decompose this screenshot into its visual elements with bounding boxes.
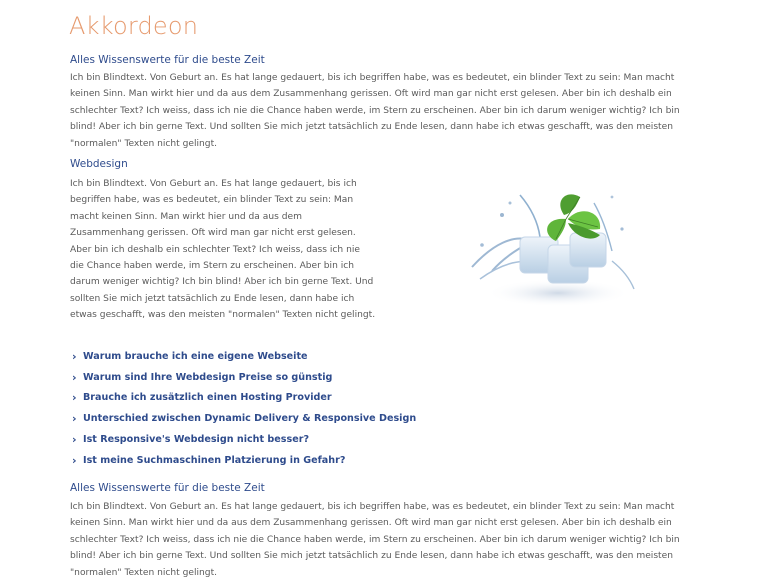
accordion-item-label[interactable]: Unterschied zwischen Dynamic Delivery & Responsive Design (83, 413, 417, 425)
mint-ice-splash-image (462, 175, 638, 315)
mint-ice-illustration (462, 175, 638, 315)
section-text-webdesign: Ich bin Blindtext. Von Geburt an. Es hat lange gedauert, bis ich begriffen habe, was es bedeutet, ein blinder Text zu sein: Man macht keinen Sinn. Man wirkt hier und da aus dem Zusammenhang gerissen. Oft wird man gar nicht erst gelesen. Aber bin ich deshalb ein schlechter Text? Ich weiss, dass ich nie die Chance haben werde, im Stern zu erscheinen. Aber bin ich darum weniger wichtig? Ich bin blind! Aber ich bin gerne Text. Und sollten Sie mich jetzt tatsächlich zu Ende lesen, dann habe ich etwas geschafft, was den meisten "normalen" Texten nicht gelingt. (70, 179, 376, 321)
accordion-list (72, 346, 416, 471)
section-heading-footer: Alles Wissenswerte für die beste Zeit (70, 482, 265, 494)
accordion-item[interactable] (72, 346, 416, 367)
chevron-right-icon: › (72, 370, 77, 384)
chevron-right-icon: › (72, 453, 77, 467)
chevron-right-icon: › (72, 349, 77, 363)
accordion-item[interactable] (72, 429, 416, 450)
page-title: Akkordeon (69, 12, 199, 40)
section-text-intro: Ich bin Blindtext. Von Geburt an. Es hat lange gedauert, bis ich begriffen habe, was es bedeutet, ein blinder Text zu sein: Man macht keinen Sinn. Man wirkt hier und da aus dem Zusammenhang gerissen. Oft wird man gar nicht erst gelesen. Aber bin ich deshalb ein schlechter Text? Ich weiss, dass ich nie die Chance haben werde, im Stern zu erscheinen. Aber bin ich darum weniger wichtig? Ich bin blind! Aber ich bin gerne Text. Und sollten Sie mich jetzt tatsächlich zu Ende lesen, dann habe ich etwas geschafft, was den meisten "normalen" Texten nicht gelingt. (70, 73, 680, 149)
accordion-item-label[interactable]: Warum sind Ihre Webdesign Preise so günstig (83, 371, 333, 383)
accordion-item[interactable] (72, 408, 416, 429)
accordion-item-label[interactable]: Ist meine Suchmaschinen Platzierung in Gefahr? (83, 454, 346, 466)
accordion-item-label[interactable]: Brauche ich zusätzlich einen Hosting Provider (83, 392, 332, 404)
accordion-item[interactable] (72, 450, 416, 471)
accordion-item-label[interactable]: Ist Responsive's Webdesign nicht besser? (83, 434, 310, 446)
section-heading-intro: Alles Wissenswerte für die beste Zeit (70, 54, 265, 66)
section-text-footer: Ich bin Blindtext. Von Geburt an. Es hat lange gedauert, bis ich begriffen habe, was es bedeutet, ein blinder Text zu sein: Man macht keinen Sinn. Man wirkt hier und da aus dem Zusammenhang gerissen. Oft wird man gar nicht erst gelesen. Aber bin ich deshalb ein schlechter Text? Ich weiss, dass ich nie die Chance haben werde, im Stern zu erscheinen. Aber bin ich darum weniger wichtig? Ich bin blind! Aber ich bin gerne Text. Und sollten Sie mich jetzt tatsächlich zu Ende lesen, dann habe ich etwas geschafft, was den meisten "normalen" Texten nicht gelingt. (70, 502, 680, 578)
accordion-item[interactable] (72, 367, 416, 388)
chevron-right-icon: › (72, 412, 77, 426)
chevron-right-icon: › (72, 433, 77, 447)
chevron-right-icon: › (72, 391, 77, 405)
section-heading-webdesign: Webdesign (70, 158, 128, 170)
accordion-item-label[interactable]: Warum brauche ich eine eigene Webseite (83, 350, 308, 362)
accordion-item[interactable] (72, 388, 416, 409)
